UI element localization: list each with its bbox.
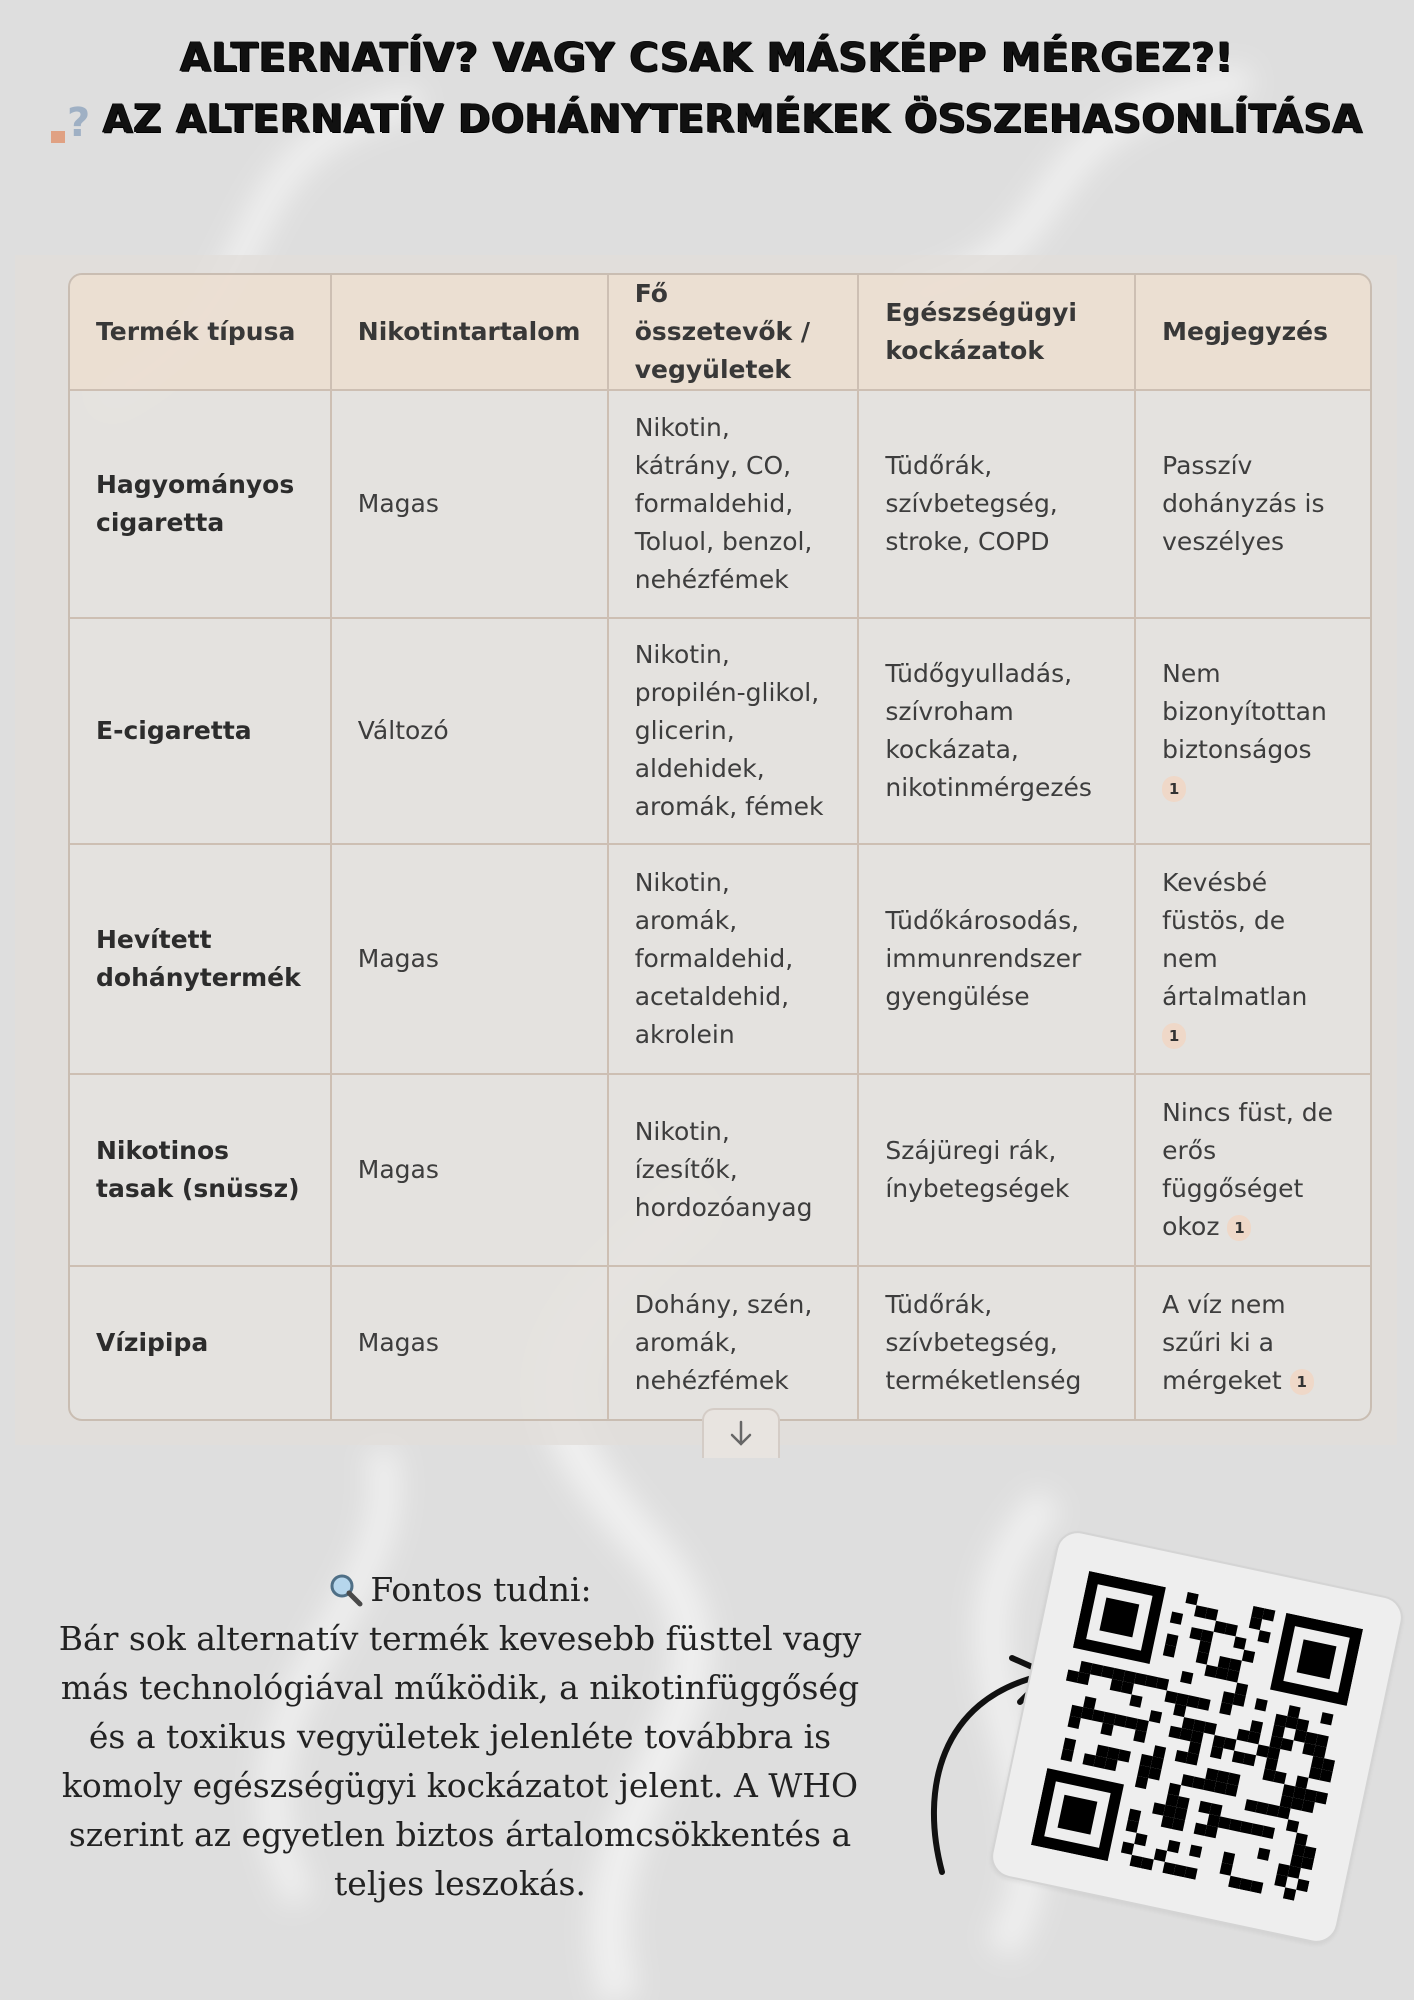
row-risks: Szájüregi rák, ínybetegségek (859, 1075, 1136, 1267)
table-row (70, 619, 1370, 845)
title-line-1: ALTERNATÍV? VAGY CSAK MÁSKÉPP MÉRGEZ?! (180, 35, 1234, 81)
row-note-text: Passzív dohányzás is veszélyes (1162, 451, 1325, 556)
row-product-name: Vízipipa (70, 1267, 332, 1419)
header-nicotine: Nikotintartalom (332, 275, 609, 391)
row-nicotine: Magas (332, 1075, 609, 1267)
table-row (70, 1075, 1370, 1267)
qr-code-icon (1031, 1571, 1363, 1903)
info-box (40, 1565, 880, 1908)
title-line-2-row (0, 92, 1414, 148)
table-row (70, 845, 1370, 1075)
question-mark-emoji-icon: ? (51, 97, 91, 143)
row-note (1136, 619, 1370, 845)
comparison-table (68, 273, 1372, 1421)
row-note (1136, 845, 1370, 1075)
row-ingredients: Dohány, szén, aromák, nehézfémek (609, 1267, 860, 1419)
citation-badge[interactable]: 1 (1290, 1369, 1314, 1395)
row-nicotine: Magas (332, 391, 609, 619)
row-risks: Tüdőgyulladás, szívroham kockázata, nikotinmérgezés (859, 619, 1136, 845)
row-product-name: Hagyományos cigaretta (70, 391, 332, 619)
title-line-2: AZ ALTERNATÍV DOHÁNYTERMÉKEK ÖSSZEHASONLÍTÁSA (102, 97, 1363, 142)
citation-badge[interactable]: 1 (1162, 1023, 1186, 1049)
row-ingredients: Nikotin, kátrány, CO, formaldehid, Toluol, benzol, nehézfémek (609, 391, 860, 619)
magnifier-icon (328, 1572, 364, 1608)
row-product-name: Nikotinos tasak (snüssz) (70, 1075, 332, 1267)
row-product-name: Hevített dohánytermék (70, 845, 332, 1075)
row-product-name: E-cigaretta (70, 619, 332, 845)
row-note-text: A víz nem szűri ki a mérgeket (1162, 1290, 1286, 1395)
row-risks: Tüdőrák, szívbetegség, stroke, COPD (859, 391, 1136, 619)
citation-badge[interactable]: 1 (1162, 776, 1186, 802)
row-note (1136, 1075, 1370, 1267)
arrow-down-icon (725, 1418, 757, 1450)
row-risks: Tüdőkárosodás, immunrendszer gyengülése (859, 845, 1136, 1075)
row-ingredients: Nikotin, propilén-glikol, glicerin, aldehidek, aromák, fémek (609, 619, 860, 845)
info-heading-row (40, 1565, 880, 1614)
row-nicotine: Változó (332, 619, 609, 845)
row-risks: Tüdőrák, szívbetegség, terméketlenség (859, 1267, 1136, 1419)
citation-badge[interactable]: 1 (1227, 1215, 1251, 1241)
header-product-type: Termék típusa (70, 275, 332, 391)
scroll-down-button[interactable] (702, 1408, 780, 1458)
table-row (70, 1267, 1370, 1419)
info-body: Bár sok alternatív termék kevesebb füsttel vagy más technológiával működik, a nikotinfüggőség és a toxikus vegyületek jelenléte továbbra is komoly egészségügyi kockázatot jelent. A WHO szerint az egyetlen biztos ártalomcsökkentés a teljes leszokás. (58, 1619, 862, 1903)
header-health-risks: Egészségügyi kockázatok (859, 275, 1136, 391)
row-note (1136, 391, 1370, 619)
row-ingredients: Nikotin, aromák, formaldehid, acetaldehid, akrolein (609, 845, 860, 1075)
row-note-text: Nem bizonyítottan biztonságos (1162, 659, 1327, 764)
row-nicotine: Magas (332, 1267, 609, 1419)
header-ingredients: Fő összetevők / vegyületek (609, 275, 860, 391)
page-title (0, 30, 1414, 148)
qr-code-card[interactable] (987, 1527, 1407, 1947)
row-nicotine: Magas (332, 845, 609, 1075)
table-header-row (70, 275, 1370, 391)
info-heading: Fontos tudni: (370, 1570, 592, 1609)
row-note-text: Kevésbé füstös, de nem ártalmatlan (1162, 868, 1308, 1011)
row-ingredients: Nikotin, ízesítők, hordozóanyag (609, 1075, 860, 1267)
header-note: Megjegyzés (1136, 275, 1370, 391)
row-note-text: Nincs füst, de erős függőséget okoz (1162, 1098, 1333, 1241)
table-row (70, 391, 1370, 619)
row-note (1136, 1267, 1370, 1419)
